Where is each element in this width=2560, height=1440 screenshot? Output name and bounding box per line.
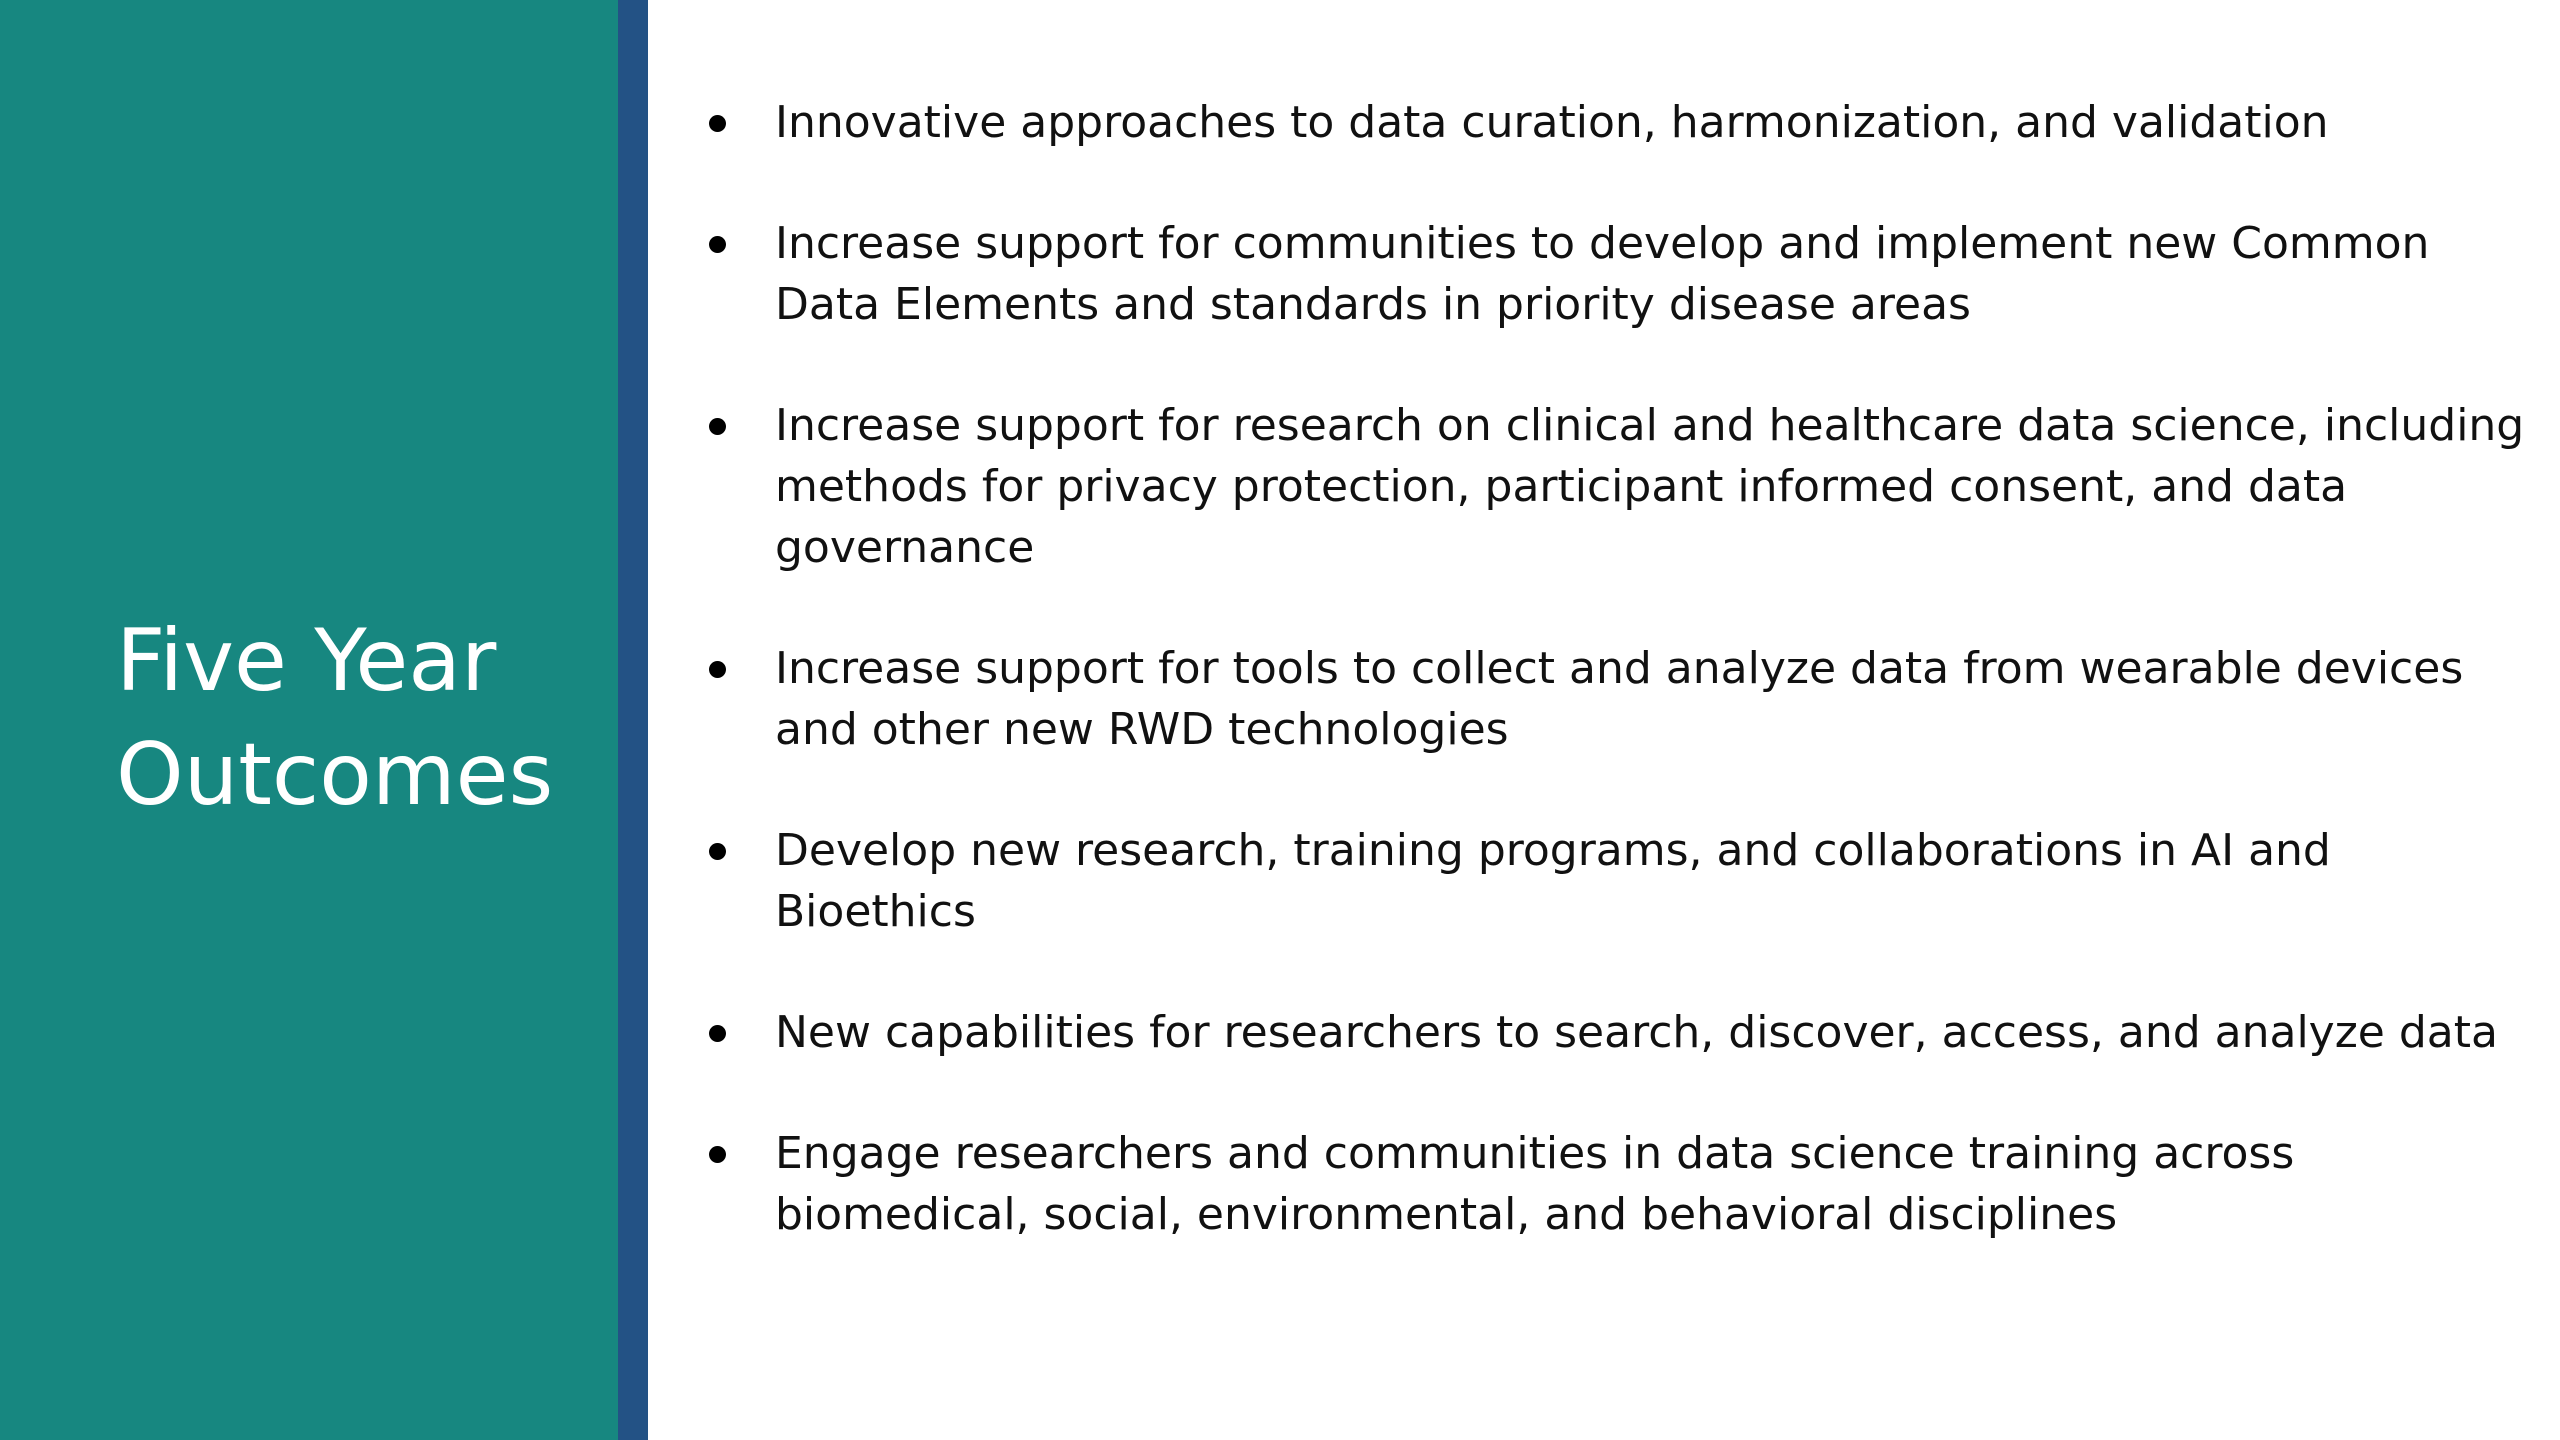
- list-item: [700, 1002, 2530, 1063]
- bullet-text: Increase support for communities to develop and implement new Common Data Elements and standards in priority disease areas: [775, 218, 2430, 330]
- bullet-icon: [709, 1025, 726, 1042]
- slide-title: [116, 604, 596, 832]
- slide-title-line-2: Outcomes: [116, 725, 554, 825]
- bullet-icon: [709, 661, 726, 678]
- bullet-text: New capabilities for researchers to search, discover, access, and analyze data: [775, 1007, 2498, 1058]
- slide-title-line-1: Five Year: [116, 611, 497, 711]
- list-item: [700, 92, 2530, 153]
- bullet-icon: [709, 236, 726, 253]
- bullet-icon: [709, 1146, 726, 1163]
- bullet-text: Increase support for tools to collect and analyze data from wearable devices and other new RWD technologies: [775, 643, 2464, 755]
- list-item: [700, 638, 2530, 760]
- list-item: [700, 1123, 2530, 1245]
- outcome-list: [700, 92, 2530, 1305]
- bullet-icon: [709, 418, 726, 435]
- bullet-text: Engage researchers and communities in data science training across biomedical, social, environmental, and behavioral disciplines: [775, 1128, 2295, 1240]
- bullet-icon: [709, 843, 726, 860]
- bullet-text: Develop new research, training programs, and collaborations in AI and Bioethics: [775, 825, 2331, 937]
- bullet-icon: [709, 115, 726, 132]
- list-item: [700, 213, 2530, 335]
- bullet-text: Increase support for research on clinical and healthcare data science, including methods for privacy protection, participant informed consent, and data governance: [775, 400, 2525, 573]
- bullet-text: Innovative approaches to data curation, harmonization, and validation: [775, 97, 2329, 148]
- list-item: [700, 395, 2530, 578]
- list-item: [700, 820, 2530, 942]
- panel-divider: [618, 0, 648, 1440]
- title-panel: [0, 0, 618, 1440]
